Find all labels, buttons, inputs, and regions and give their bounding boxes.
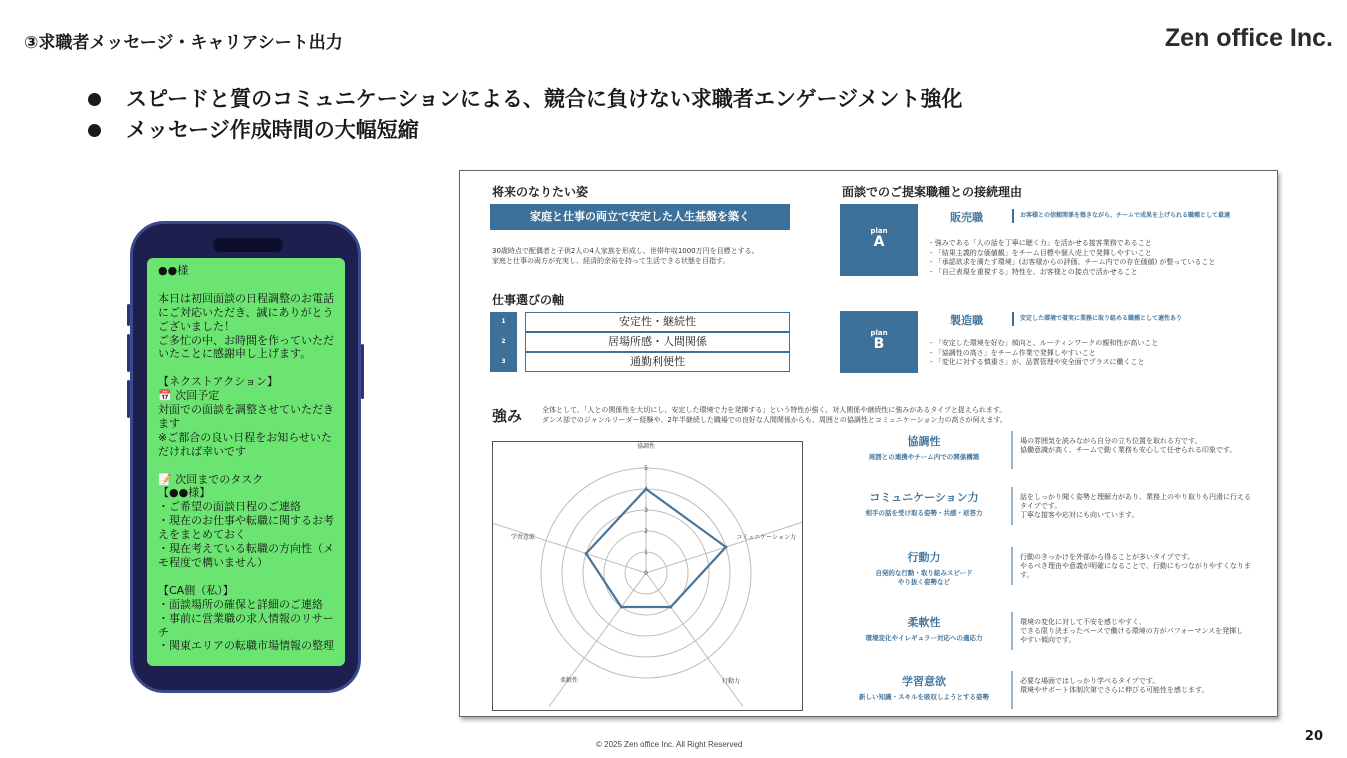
radar-tick-label: 5 bbox=[644, 465, 648, 472]
radar-tick-label: 1 bbox=[644, 549, 648, 556]
radar-chart bbox=[493, 442, 802, 710]
strength-divider bbox=[1011, 671, 1013, 709]
message-line: にご対応いただき、誠にありがとう bbox=[158, 305, 334, 319]
plan-a-job-title: 販売職 bbox=[950, 211, 983, 224]
radar-tick-label: 2 bbox=[644, 528, 648, 535]
plan-b-reasons bbox=[930, 339, 1270, 368]
reason-line: - 「協調性の高さ」をチーム作業で発揮しやすいこと bbox=[930, 348, 1096, 357]
phone-power-button bbox=[361, 344, 364, 399]
plan-word: plan bbox=[870, 227, 888, 235]
axis-row bbox=[490, 312, 790, 332]
radar-data-point bbox=[620, 605, 623, 608]
strength-title: 行動力 bbox=[907, 551, 941, 564]
plan-b-job-summary: 安定した環境で着実に業務に取り組める職種として適性あり bbox=[1012, 312, 1262, 326]
company-logo: Zen office Inc. bbox=[1164, 24, 1333, 52]
axis-label: 安定性・継続性 bbox=[525, 312, 790, 332]
phone-side-button bbox=[127, 304, 130, 326]
bullet-list bbox=[88, 84, 962, 146]
radar-category-label: 協調性 bbox=[636, 443, 656, 450]
axis-number: 1 bbox=[490, 312, 517, 332]
plan-a-badge bbox=[840, 204, 918, 276]
radar-data-point bbox=[645, 488, 648, 491]
message-line: 対面での面談を調整させていただき bbox=[158, 403, 334, 417]
reason-line: - 「安定した環境を好む」傾向と、ルーティンワークの親和性が高いこと bbox=[930, 339, 1159, 347]
phone-mockup bbox=[130, 221, 361, 693]
message-line: ・事前に営業職の求人情報のリサー bbox=[158, 611, 334, 625]
future-banner: 家庭と仕事の両立で安定した人生基盤を築く bbox=[490, 204, 790, 230]
strength-divider bbox=[1011, 487, 1013, 525]
message-line: チ bbox=[158, 625, 169, 639]
future-desc-line: 30歳時点で配偶者と子供2人の4人家族を形成し、世帯年収1000万円を目標とする。 bbox=[492, 247, 759, 255]
reason-line: - 「変化に対する慎重さ」が、品質管理や安全面でプラスに働くこと bbox=[930, 358, 1145, 366]
future-description bbox=[492, 247, 852, 266]
strength-heading: 強み bbox=[492, 407, 523, 425]
strength-divider bbox=[1011, 547, 1013, 585]
reason-line: - 「自己表現を重視する」特性を、お客様との接点で活かせること bbox=[930, 267, 1138, 276]
message-line: 📝 次回までのタスク bbox=[158, 472, 264, 486]
message-line: 【CA側（私）】 bbox=[158, 583, 234, 597]
strength-description: 行動のきっかけを外部から得ることが多いタイプです。 やるべき理由や意義が明確になることで、行動にもつながりやすくなりま す。 bbox=[1020, 553, 1251, 579]
plan-b-job-title: 製造職 bbox=[950, 314, 983, 327]
axis-row bbox=[490, 352, 790, 372]
message-line: ます bbox=[158, 416, 180, 430]
message-line: だければ幸いです bbox=[158, 444, 246, 458]
message-line bbox=[158, 361, 337, 375]
strength-description: 場の雰囲気を読みながら自分の立ち位置を取れる方です。 協働意識が高く、チームで動く業務も安心して任せられる印象です。 bbox=[1020, 437, 1237, 454]
message-line bbox=[158, 278, 337, 292]
message-line: ・関東エリアの転職市場情報の整理 bbox=[158, 639, 334, 653]
future-heading: 将来のなりたい姿 bbox=[492, 185, 589, 199]
message-line: ・現在のお仕事や転職に関するお考 bbox=[158, 514, 334, 528]
strength-title: 学習意欲 bbox=[902, 675, 946, 688]
axis-label: 通勤利便性 bbox=[525, 352, 790, 372]
axis-number: 3 bbox=[490, 352, 517, 372]
strength-title: 協調性 bbox=[907, 435, 941, 448]
strength-subtitle: 周囲との連携やチーム内での関係構築 bbox=[868, 453, 980, 461]
phone-volume-up-button bbox=[127, 334, 130, 372]
radar-data-point bbox=[724, 546, 727, 549]
phone-notch bbox=[213, 238, 283, 252]
reason-line: - 「結果主義的な価値観」をチーム目標や個人売上で発揮しやすいこと bbox=[930, 248, 1152, 257]
radar-category-label: 行動力 bbox=[721, 678, 741, 685]
radar-tick-label: 0 bbox=[644, 570, 648, 577]
axis-label: 居場所感・人間関係 bbox=[525, 332, 790, 352]
axis-list bbox=[490, 312, 790, 372]
message-line: ・ご希望の面談日程のご連絡 bbox=[158, 500, 301, 514]
message-line bbox=[158, 570, 337, 584]
message-line: ・面談場所の確保と詳細のご連絡 bbox=[158, 597, 323, 611]
axis-row bbox=[490, 332, 790, 352]
message-line: ・現在考えている転職の方向性（メ bbox=[158, 542, 334, 556]
message-line: えをまとめておく bbox=[158, 528, 246, 542]
strength-subtitle: 新しい知識・スキルを吸収しようとする姿勢 bbox=[859, 693, 989, 701]
future-desc-line: 家庭と仕事の両方が充実し、経済的余裕を持って生活できる状態を目指す。 bbox=[492, 256, 730, 265]
radar-spoke bbox=[549, 573, 646, 706]
radar-spoke bbox=[646, 573, 743, 706]
radar-category-label: 柔軟性 bbox=[559, 677, 579, 684]
plan-a-job-summary: お客様との信頼関係を築きながら、チームで成果を上げられる職種として最適 bbox=[1012, 209, 1262, 223]
message-line: ございました！ bbox=[158, 319, 235, 333]
axis-number: 2 bbox=[490, 332, 517, 352]
reason-line: - 「承認欲求を満たす環境」(お客様からの評価、チーム内での存在価値) が整っていること bbox=[930, 258, 1216, 266]
message-line: 📅 次回予定 bbox=[158, 389, 220, 403]
slide-title: ③求職者メッセージ・キャリアシート出力 bbox=[24, 33, 343, 53]
axis-heading: 仕事選びの軸 bbox=[492, 293, 565, 307]
strength-title: コミュニケーション力 bbox=[869, 491, 979, 504]
message-line: ご多忙の中、お時間を作っていただ bbox=[158, 333, 334, 347]
message-line: ●●様 bbox=[158, 264, 189, 277]
radar-data-point bbox=[669, 605, 672, 608]
message-line: 本日は初回面談の日程調整のお電話 bbox=[158, 291, 334, 305]
bullet-item: スピードと質のコミュニケーションによる、競合に負けない求職者エンゲージメント強化 bbox=[88, 84, 962, 115]
strength-summary-line: ダンス部でのジャンルリーダー経験や、2年半継続した職場での良好な人間関係からも、周囲との協調性とコミュニケーション力の高さが伺えます。 bbox=[542, 415, 1007, 424]
radar-tick-label: 3 bbox=[644, 507, 648, 514]
message-line bbox=[158, 459, 337, 473]
plan-word: plan bbox=[870, 329, 888, 337]
strength-description: 必要な場面ではしっかり学べるタイプです。 環境やサポート体制次第でさらに伸びる可能性を感じます。 bbox=[1020, 677, 1209, 694]
footer-copyright: © 2025 Zen office Inc. All Right Reserved bbox=[596, 740, 743, 749]
strength-subtitle: 自発的な行動・取り組みスピード やり抜く姿勢など bbox=[875, 569, 973, 586]
strength-description: 話をしっかり聞く姿勢と理解力があり、業務上のやり取りも円滑に行える タイプです。 丁寧な接客や応対にも向いています。 bbox=[1020, 493, 1251, 519]
page-number: 20 bbox=[1304, 729, 1323, 744]
message-line: 【●●様】 bbox=[158, 486, 211, 500]
message-screen bbox=[147, 258, 345, 666]
strength-summary bbox=[542, 406, 1262, 425]
proposal-heading: 面談でのご提案職種との接続理由 bbox=[842, 185, 1023, 199]
strength-divider bbox=[1011, 431, 1013, 469]
strength-subtitle: 相手の話を受け取る姿勢・共感・返答力 bbox=[865, 509, 983, 517]
strength-summary-line: 全体として、「人との関係性を大切にし、安定した環境で力を発揮する」という特性が強く、対人関係や継続性に強みがあるタイプと捉えられます。 bbox=[542, 406, 1007, 414]
plan-letter: A bbox=[873, 234, 885, 250]
plan-a-reasons bbox=[930, 239, 1270, 277]
strength-description: 環境の変化に対して不安を感じやすく、 できる限り決まったペースで働ける環境の方がパフォーマンスを発揮し やすい傾向です。 bbox=[1020, 618, 1244, 644]
strength-divider bbox=[1011, 612, 1013, 650]
radar-category-label: 学習意欲 bbox=[510, 534, 536, 541]
strength-subtitle: 環境変化やイレギュラー対応への適応力 bbox=[865, 634, 983, 642]
plan-letter: B bbox=[873, 336, 885, 352]
radar-data-point bbox=[585, 552, 588, 555]
bullet-item: メッセージ作成時間の大幅短縮 bbox=[88, 115, 962, 146]
radar-category-label: コミュニケーション力 bbox=[736, 534, 796, 541]
message-line: 【ネクストアクション】 bbox=[158, 375, 279, 389]
message-line: モ程度で構いません） bbox=[158, 555, 268, 569]
radar-chart-frame bbox=[492, 441, 803, 711]
reason-line: - 強みである「人の話を丁寧に聴く力」を活かせる接客業務であること bbox=[930, 239, 1152, 247]
plan-b-badge bbox=[840, 311, 918, 373]
strength-title: 柔軟性 bbox=[907, 616, 941, 629]
career-sheet bbox=[459, 170, 1278, 717]
phone-volume-down-button bbox=[127, 380, 130, 418]
message-line: ※ご都合の良い日程をお知らせいた bbox=[158, 430, 332, 444]
message-line: いたことに感謝申し上げます。 bbox=[158, 347, 312, 361]
radar-spoke bbox=[493, 522, 646, 573]
